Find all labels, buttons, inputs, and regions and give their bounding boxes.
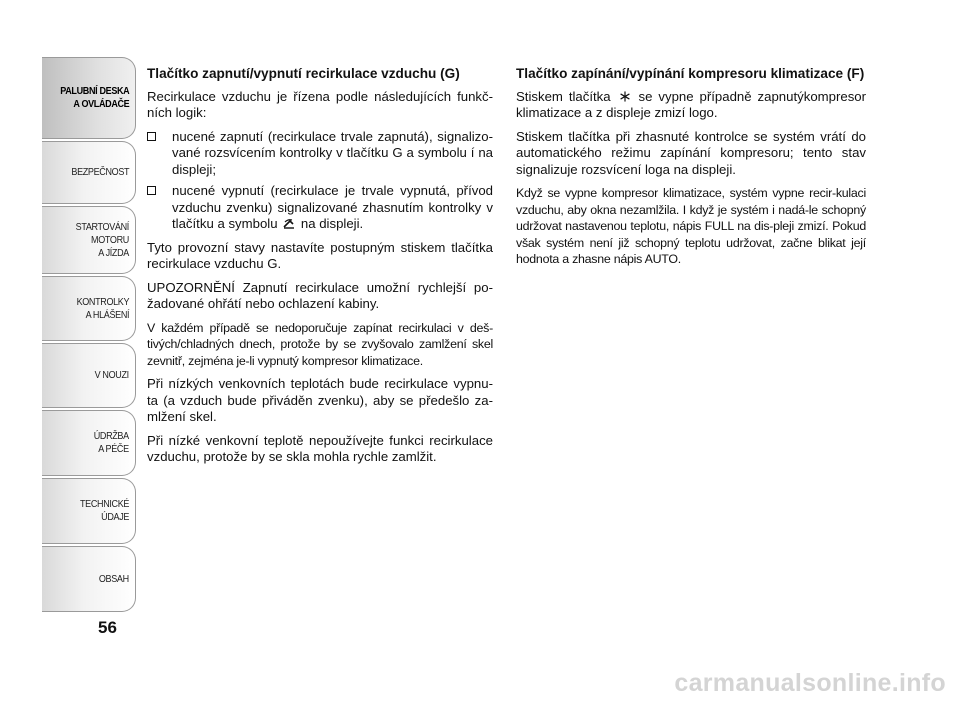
tab-technicke-udaje[interactable] — [42, 478, 136, 544]
tab-obsah[interactable] — [42, 546, 136, 612]
bullet-text: nucené vypnutí (recirkulace je trvale vypnutá, přívod vzduchu zvenku) signalizované zhasnutím kontrolky v tlačítku a symbolu — [172, 183, 493, 231]
paragraph: Recirkulace vzduchu je řízena podle následujících funkč-ních logik: — [147, 88, 493, 120]
paragraph-text: Stiskem tlačítka — [516, 88, 611, 104]
list-item — [147, 129, 493, 179]
tab-kontrolky[interactable] — [42, 276, 136, 341]
tab-label: OBSAH — [99, 572, 129, 585]
tab-label: TECHNICKÉ ÚDAJE — [79, 498, 129, 523]
tab-startovani[interactable] — [42, 206, 136, 274]
tab-label: ÚDRŽBA A PÉČE — [93, 430, 129, 455]
left-column — [147, 66, 493, 473]
paragraph: V každém případě se nedoporučuje zapínat recirkulaci v deš-tivých/chladných dnech, protože by se zvyšovalo zamlžení skel zevnitř, zejména je-li vypnutý kompresor klimatizace. — [147, 320, 493, 368]
paragraph: Stiskem tlačítka při zhasnuté kontrolce se systém vrátí do automatického režimu zapínání kompresoru; tento stav signalizuje rozsvícení loga na displeji. — [516, 128, 866, 177]
checkbox-bullet-icon — [147, 186, 156, 195]
paragraph: Tyto provozní stavy nastavíte postupným stiskem tlačítka recirkulace vzduchu G. — [147, 239, 493, 271]
paragraph: UPOZORNĚNÍ Zapnutí recirkulace umožní rychlejší po-žadované ohřátí nebo ochlazení kabiny. — [147, 279, 493, 311]
tab-label: PALUBNÍ DESKA A OVLÁDAČE — [59, 85, 129, 110]
tab-v-nouzi[interactable] — [42, 343, 136, 408]
section-title-recirculation: Tlačítko zapnutí/vypnutí recirkulace vzduchu (G) — [147, 66, 460, 81]
bullet-list — [147, 129, 493, 233]
page-number: 56 — [98, 618, 117, 637]
tab-label: KONTROLKY A HLÁŠENÍ — [76, 295, 129, 321]
tab-palubni-deska[interactable] — [42, 57, 136, 139]
right-column — [516, 66, 866, 275]
list-item — [147, 183, 493, 233]
section-title-compressor: Tlačítko zapínání/vypínání kompresoru klimatizace (F) — [516, 66, 865, 81]
tab-label: BEZPEČNOST — [71, 166, 129, 178]
snowflake-icon — [619, 91, 631, 102]
tab-udrzba[interactable] — [42, 410, 136, 476]
paragraph: Když se vypne kompresor klimatizace, systém vypne recir-kulaci vzduchu, aby okna nezamlžila. I když je systém i nadá-le schopný udržovat nastavenou teplotu, nápis FULL na dis-pleji zmizí. Pokud však systém není již schopný teplotu udržovat, začne blikat její hodnota a zhasne nápis AUTO. — [516, 186, 866, 266]
recirculation-icon — [283, 218, 295, 229]
paragraph: Při nízkých venkovních teplotách bude recirkulace vypnu-ta (a vzduch bude přiváděn zvenku), aby se předešlo za-mlžení skel. — [147, 376, 493, 424]
bullet-text: nucené zapnutí (recirkulace trvale zapnutá), signalizo-vané rozsvícením kontrolky v tlačítku G a symbolu í na displeji; — [172, 128, 493, 177]
paragraph: Při nízké venkovní teplotě nepoužívejte funkci recirkulace vzduchu, protože by se skla mohla rychle zamlžit. — [147, 432, 493, 464]
tab-label: STARTOVÁNÍ MOTORU A JÍZDA — [75, 220, 129, 259]
tab-label: V NOUZI — [94, 369, 129, 381]
watermark: carmanualsonline.info — [674, 669, 946, 697]
tab-bezpecnost[interactable] — [42, 141, 136, 204]
bullet-text: na displeji. — [300, 216, 364, 231]
paragraph-text: se vypne případně zapnutýkompresor klimatizace a z displeje zmizí logo. — [516, 88, 867, 120]
paragraph — [516, 89, 866, 122]
checkbox-bullet-icon — [147, 132, 156, 141]
